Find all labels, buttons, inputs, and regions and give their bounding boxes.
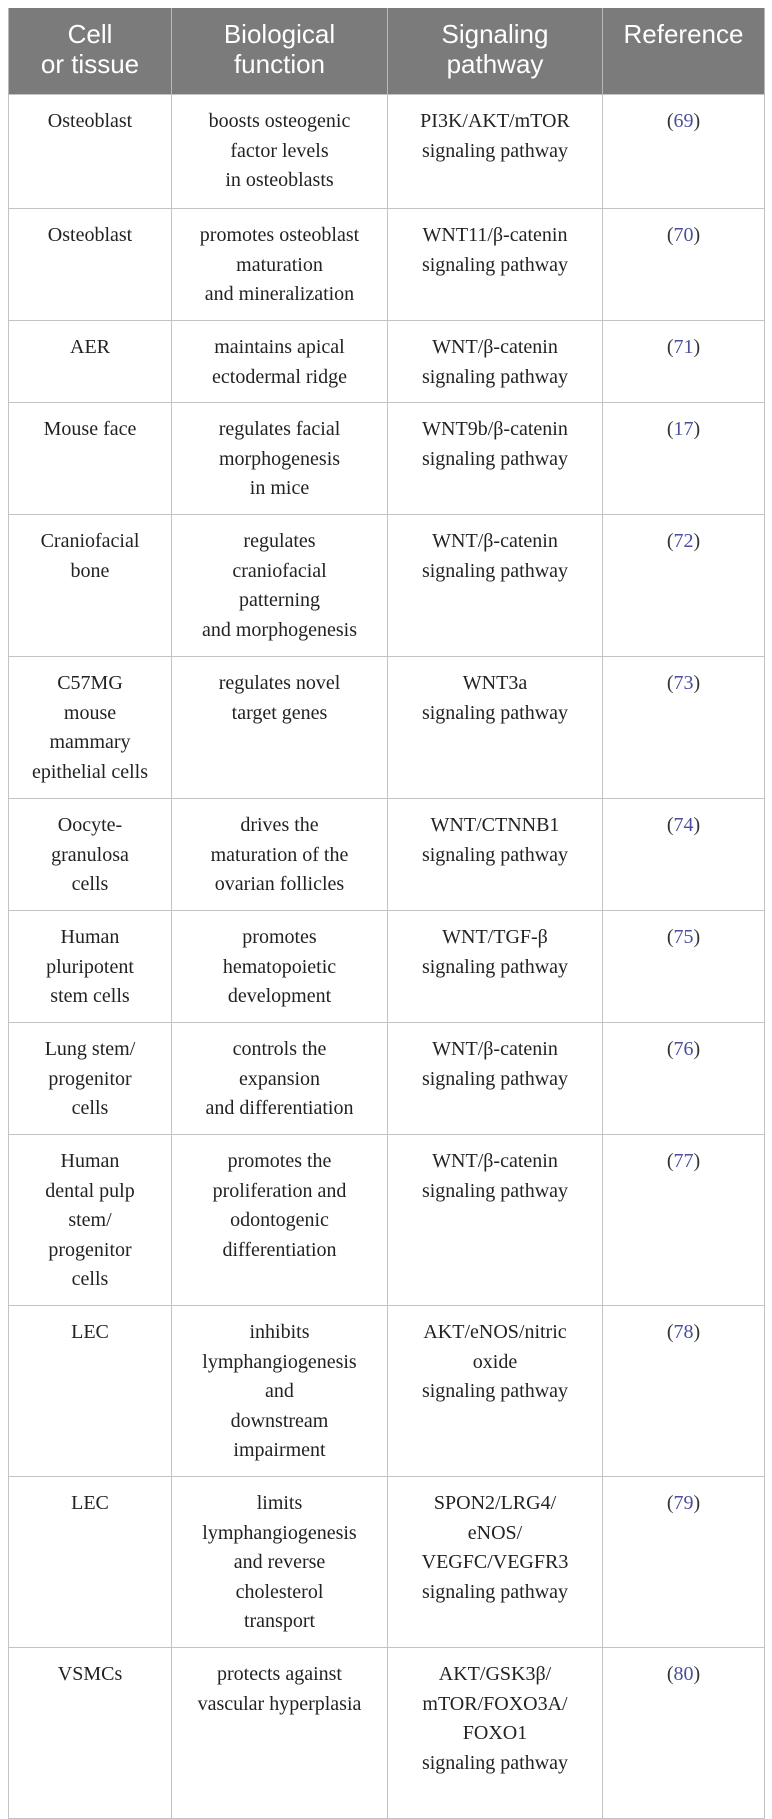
cell-reference: (73) (603, 657, 765, 799)
header-cell-reference (603, 8, 765, 95)
cell-function: controls the expansion and differentiation (172, 1023, 388, 1135)
table-row (9, 657, 765, 799)
cell-pathway: WNT/β-catenin signaling pathway (388, 515, 603, 657)
table-row (9, 403, 765, 515)
reference-link[interactable]: 79 (673, 1492, 694, 1514)
cell-reference: (70) (603, 209, 765, 321)
reference-link[interactable]: 76 (673, 1038, 694, 1060)
cell-tissue: Human pluripotent stem cells (9, 911, 172, 1023)
reference-link[interactable]: 80 (673, 1663, 694, 1685)
table-header (9, 8, 765, 95)
signaling-table (8, 8, 765, 1819)
cell-tissue: LEC (9, 1477, 172, 1648)
cell-reference: (74) (603, 799, 765, 911)
table-row (9, 1023, 765, 1135)
table-row (9, 799, 765, 911)
cell-reference: (80) (603, 1648, 765, 1819)
table-row (9, 1648, 765, 1819)
cell-pathway: AKT/eNOS/nitric oxide signaling pathway (388, 1306, 603, 1477)
cell-tissue: Osteoblast (9, 209, 172, 321)
cell-function: drives the maturation of the ovarian follicles (172, 799, 388, 911)
cell-function: boosts osteogenic factor levels in osteoblasts (172, 95, 388, 209)
cell-reference: (17) (603, 403, 765, 515)
cell-tissue: Human dental pulp stem/ progenitor cells (9, 1135, 172, 1306)
cell-pathway: WNT/β-catenin signaling pathway (388, 1135, 603, 1306)
cell-reference: (75) (603, 911, 765, 1023)
reference-link[interactable]: 71 (673, 336, 694, 358)
cell-tissue: VSMCs (9, 1648, 172, 1819)
data-table-container (8, 8, 764, 1819)
cell-function: regulates facial morphogenesis in mice (172, 403, 388, 515)
cell-tissue: LEC (9, 1306, 172, 1477)
reference-link[interactable]: 77 (673, 1150, 694, 1172)
cell-reference: (77) (603, 1135, 765, 1306)
header-cell-tissue (9, 8, 172, 95)
cell-function: maintains apical ectodermal ridge (172, 321, 388, 403)
table-row (9, 911, 765, 1023)
reference-link[interactable]: 69 (673, 110, 694, 132)
header-cell-pathway (388, 8, 603, 95)
header-label-function: Biological function (223, 19, 336, 79)
cell-pathway: WNT9b/β-catenin signaling pathway (388, 403, 603, 515)
cell-function: regulates craniofacial patterning and morphogenesis (172, 515, 388, 657)
reference-link[interactable]: 75 (673, 926, 694, 948)
reference-link[interactable]: 78 (673, 1321, 694, 1343)
cell-tissue: Mouse face (9, 403, 172, 515)
header-label-pathway: Signaling pathway (441, 19, 549, 79)
reference-link[interactable]: 17 (673, 418, 694, 440)
cell-function: promotes osteoblast maturation and mineralization (172, 209, 388, 321)
header-label-reference: Reference (623, 19, 744, 49)
reference-link[interactable]: 74 (673, 814, 694, 836)
cell-reference: (72) (603, 515, 765, 657)
cell-function: promotes hematopoietic development (172, 911, 388, 1023)
cell-function: promotes the proliferation and odontogenic differentiation (172, 1135, 388, 1306)
cell-function: protects against vascular hyperplasia (172, 1648, 388, 1819)
cell-pathway: WNT/CTNNB1 signaling pathway (388, 799, 603, 911)
reference-link[interactable]: 73 (673, 672, 694, 694)
header-row (9, 8, 765, 95)
table-row (9, 1135, 765, 1306)
table-row (9, 321, 765, 403)
cell-function: regulates novel target genes (172, 657, 388, 799)
table-row (9, 515, 765, 657)
table-row (9, 1477, 765, 1648)
table-body (9, 95, 765, 1819)
cell-tissue: Craniofacial bone (9, 515, 172, 657)
cell-pathway: PI3K/AKT/mTOR signaling pathway (388, 95, 603, 209)
cell-reference: (71) (603, 321, 765, 403)
table-row (9, 95, 765, 209)
cell-pathway: WNT3a signaling pathway (388, 657, 603, 799)
cell-reference: (76) (603, 1023, 765, 1135)
cell-pathway: WNT/β-catenin signaling pathway (388, 1023, 603, 1135)
cell-reference: (69) (603, 95, 765, 209)
cell-pathway: WNT/TGF-β signaling pathway (388, 911, 603, 1023)
table-row (9, 1306, 765, 1477)
cell-tissue: Oocyte- granulosa cells (9, 799, 172, 911)
table-row (9, 209, 765, 321)
cell-tissue: C57MG mouse mammary epithelial cells (9, 657, 172, 799)
reference-link[interactable]: 72 (673, 530, 694, 552)
cell-pathway: SPON2/LRG4/ eNOS/ VEGFC/VEGFR3 signaling pathway (388, 1477, 603, 1648)
cell-pathway: WNT/β-catenin signaling pathway (388, 321, 603, 403)
header-label-tissue: Cell or tissue (40, 19, 140, 79)
cell-function: limits lymphangiogenesis and reverse cholesterol transport (172, 1477, 388, 1648)
cell-reference: (79) (603, 1477, 765, 1648)
cell-function: inhibits lymphangiogenesis and downstream impairment (172, 1306, 388, 1477)
header-cell-function (172, 8, 388, 95)
cell-tissue: Lung stem/ progenitor cells (9, 1023, 172, 1135)
cell-tissue: AER (9, 321, 172, 403)
reference-link[interactable]: 70 (673, 224, 694, 246)
cell-tissue: Osteoblast (9, 95, 172, 209)
cell-pathway: AKT/GSK3β/ mTOR/FOXO3A/ FOXO1 signaling pathway (388, 1648, 603, 1819)
cell-reference: (78) (603, 1306, 765, 1477)
cell-pathway: WNT11/β-catenin signaling pathway (388, 209, 603, 321)
